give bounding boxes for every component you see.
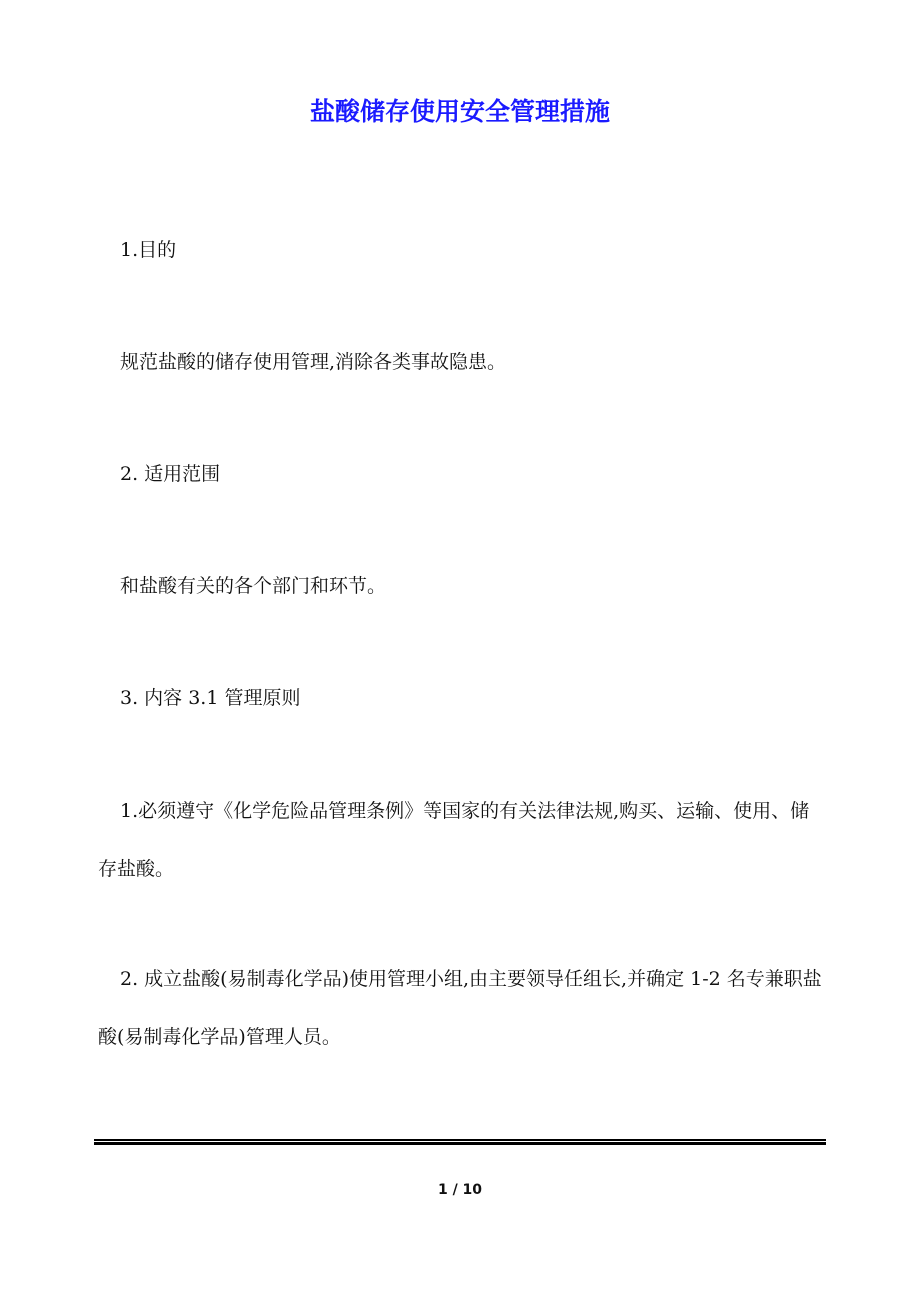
footer-divider xyxy=(94,1139,826,1145)
paragraph-purpose: 规范盐酸的储存使用管理,消除各类事故隐患。 xyxy=(120,351,507,373)
section-heading-scope: 2. 适用范围 xyxy=(120,463,221,485)
section-heading-content: 3. 内容 3.1 管理原则 xyxy=(120,687,301,709)
paragraph-principle-1: 1.必须遵守《化学危险品管理条例》等国家的有关法律法规,购买、运输、使用、储存盐酸。 xyxy=(98,800,810,880)
document-title: 盐酸储存使用安全管理措施 xyxy=(309,97,610,126)
section-heading-purpose: 1.目的 xyxy=(120,239,177,261)
page-number: 1 / 10 xyxy=(437,1182,483,1198)
paragraph-principle-2: 2. 成立盐酸(易制毒化学品)使用管理小组,由主要领导任组长,并确定 1-2 名专兼职盐酸(易制毒化学品)管理人员。 xyxy=(98,968,822,1048)
paragraph-scope: 和盐酸有关的各个部门和环节。 xyxy=(120,575,387,597)
